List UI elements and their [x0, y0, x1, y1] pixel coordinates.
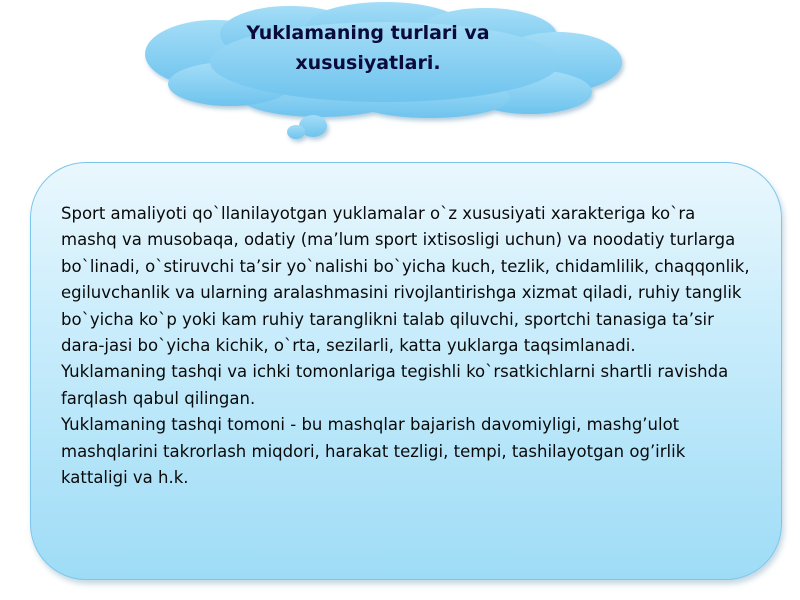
content-text [61, 201, 751, 491]
paragraph-load-types: Sport amaliyoti qo`llanilayotgan yuklamalar o`z xususiyati xarakteriga ko`ra mashq va musobaqa, odatiy (ma’lum sport ixtisosligi uchun) va noodatiy turlarga bo`linadi, o`stiruvchi ta’sir yo`nalishi bo`yicha kuch, tezlik, chidamlilik, chaqqonlik, egiluvchanlik va ularning aralashmasini rivojlantirishga xizmat qiladi, ruhiy tanglik bo`yicha ko`p yoki kam ruhiy taranglikni talab qiluvchi, sportchi tanasiga ta’sir dara-jasi bo`yicha kichik, o`rta, sezilarli, katta yuklarga taqsimlanadi. [61, 204, 750, 356]
paragraph-external-internal: Yuklamaning tashqi va ichki tomonlariga tegishli ko`rsatkichlarni shartli ravishda farqlash qabul qilingan. [61, 362, 729, 408]
paragraph-external-side: Yuklamaning tashqi tomoni - bu mashqlar bajarish davomiyligi, mashg’ulot mashqlarini takrorlash miqdori, harakat tezligi, tempi, tashilayotgan og’irlik kattaligi va h.k. [61, 415, 686, 488]
slide-title: Yuklamaning turlari va xususiyatlari. [246, 22, 490, 74]
